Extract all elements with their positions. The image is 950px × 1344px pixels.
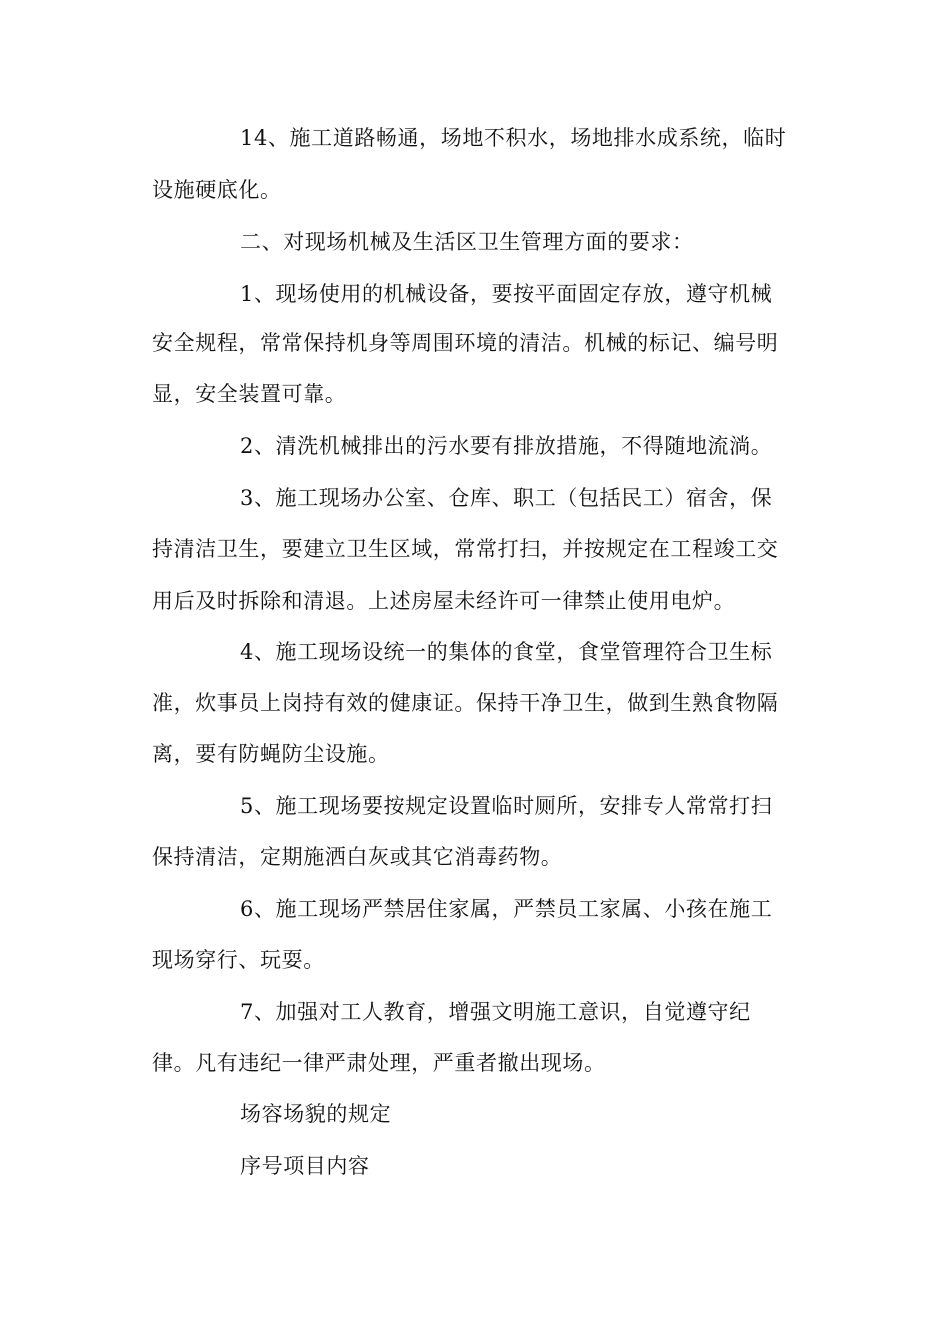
paragraph-line: 设施硬底化。: [152, 178, 282, 202]
section-heading: 二、对现场机械及生活区卫生管理方面的要求：: [240, 230, 694, 254]
paragraph-line: 4、施工现场设统一的集体的食堂，食堂管理符合卫生标: [240, 640, 773, 664]
paragraph-line: 5、施工现场要按规定设置临时厕所，安排专人常常打扫: [240, 794, 773, 818]
paragraph-line: 2、清洗机械排出的污水要有排放措施，不得随地流淌。: [240, 434, 773, 458]
paragraph-line: 持清洁卫生，要建立卫生区域，常常打扫，并按规定在工程竣工交: [152, 537, 779, 561]
paragraph-line: 6、施工现场严禁居住家属，严禁员工家属、小孩在施工: [240, 897, 773, 921]
paragraph-line: 显，安全装置可靠。: [152, 382, 347, 406]
table-caption: 场容场貌的规定: [240, 1102, 392, 1126]
paragraph-line: 1、现场使用的机械设备，要按平面固定存放，遵守机械: [240, 282, 773, 306]
paragraph-line: 保持清洁，定期施洒白灰或其它消毒药物。: [152, 845, 563, 869]
paragraph-line: 现场穿行、玩耍。: [152, 948, 325, 972]
paragraph-line: 离，要有防蝇防尘设施。: [152, 742, 390, 766]
paragraph-line: 14、施工道路畅通，场地不积水，场地排水成系统，临时: [240, 126, 787, 150]
paragraph-line: 安全规程，常常保持机身等周围环境的清洁。机械的标记、编号明: [152, 331, 779, 355]
table-header: 序号项目内容: [240, 1154, 370, 1178]
paragraph-line: 准，炊事员上岗持有效的健康证。保持干净卫生，做到生熟食物隔: [152, 691, 779, 715]
paragraph-line: 律。凡有违纪一律严肃处理，严重者撤出现场。: [152, 1051, 606, 1075]
paragraph-line: 用后及时拆除和清退。上述房屋未经许可一律禁止使用电炉。: [152, 589, 736, 613]
paragraph-line: 7、加强对工人教育，增强文明施工意识，自觉遵守纪: [240, 1000, 751, 1024]
paragraph-line: 3、施工现场办公室、仓库、职工（包括民工）宿舍，保: [240, 486, 773, 510]
